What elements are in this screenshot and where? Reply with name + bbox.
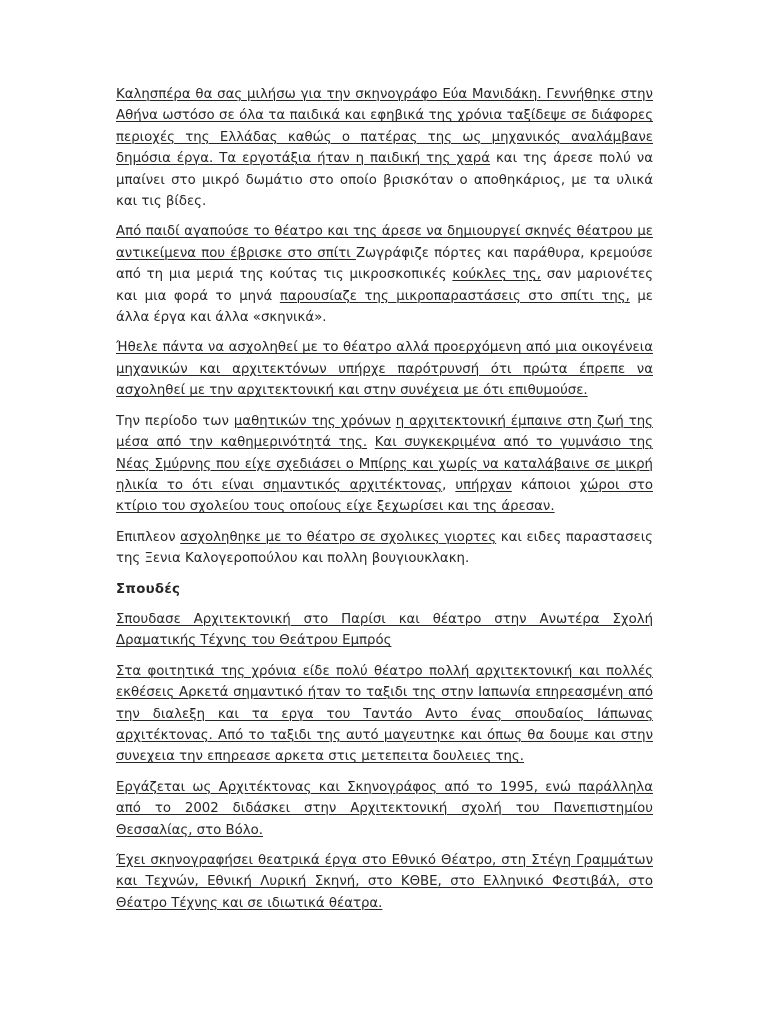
document-page	[116, 84, 653, 914]
text-segment: μαθητικών της χρόνων	[233, 413, 391, 429]
paragraph-6	[116, 609, 653, 652]
paragraph-1	[116, 84, 653, 212]
text-segment: και ειδες παραστασεις της Ξενια Καλογεροπούλου και πολλη βουγιουκλακη.	[116, 529, 653, 567]
text-segment	[367, 435, 375, 450]
text-segment: Ζωγράφιζε πόρτες και παράθυρα, κρεμούσε από τη μια μεριά της κούτας τις μικροσκοπικές	[116, 245, 653, 283]
paragraph-5	[116, 527, 653, 570]
text-segment: Καλησπέρα θα σας μιλήσω για την σκηνογράφο Εύα Μανιδάκη. Γεννήθηκε στην Αθήνα ωστόσο σε όλα τα παιδικά και εφηβικά της χρόνια ταξίδεψε σε διάφορες περιοχές της Ελλάδας καθώς ο πατέρας της ως μηχανικός αναλάμβανε δημόσια έργα. Τα εργοτάξια ήταν η παιδική της χαρά	[116, 87, 653, 167]
text-segment: παρουσίαζε της μικροπαραστάσεις στο σπίτι της,	[279, 288, 630, 304]
text-segment: κάποιοι	[511, 477, 580, 493]
paragraph-7	[116, 661, 653, 768]
text-segment: Από παιδί αγαπούσε το θέατρο και της άρεσε να δημιουργεί σκηνές θέατρου με αντικείμενα που έβρισκε στο σπίτι	[116, 224, 653, 261]
text-segment: ασχοληθηκε με το θέατρο σε σχολικες γιορτες	[180, 529, 497, 545]
paragraph-4	[116, 411, 653, 518]
text-segment: Ήθελε πάντα να ασχοληθεί με το θέατρο αλλά προερχόμενη από μια οικογένεια μηχανικών και αρχιτεκτόνων υπήρχε παρότρυνσή ότι πρώτα έπρεπε να ασχοληθεί με την αρχιτεκτονική και στην συνέχεια με ότι επιθυμούσε.	[116, 340, 653, 399]
paragraph-8	[116, 777, 653, 841]
text-segment: Και συγκεκριμένα από το γυμνάσιο της Νέας Σμύρνης που είχε σχεδιάσει ο Μπίρης και χωρίς να καταλάβαινε σε μικρή ηλικία το ότι είναι σημαντικός αρχιτέκτονας	[116, 435, 653, 493]
text-segment: η αρχιτεκτονική έμπαινε στη ζωή της μέσα από την καθημερινότητά της.	[116, 413, 653, 451]
text-segment: Την περίοδο των	[116, 413, 234, 429]
text-segment: Στα φοιτητικά της χρόνια είδε πολύ θέατρο πολλή αρχιτεκτονική και πολλές εκθέσεις Αρκετά σημαντικό ήταν το ταξιδι της στην Ιαπωνία επηρεασμένη από την διαλεξη και τα εργα του Ταντάο Αντο ένας σπουδαίος Ιάπωνας αρχιτέκτονας. Από το ταξιδι της αυτό μαγευτηκε και όπως θα δουμε και στην συνεχεια την επηρεασε αρκετα στις μετεπειτα δουλειες της.	[116, 663, 653, 765]
paragraph-group-studies	[116, 609, 653, 914]
paragraph-2	[116, 221, 653, 328]
text-segment: με άλλα έργα και άλλα «σκηνικά».	[116, 288, 653, 326]
text-segment: χώροι στο κτίριο του σχολείου τους οποίους είχε ξεχωρίσει και της άρεσαν.	[116, 477, 653, 515]
paragraph-group-intro	[116, 84, 653, 570]
section-heading-studies: Σπουδές	[116, 581, 181, 597]
text-segment: υπήρχαν	[455, 477, 512, 493]
text-segment: Έχει σκηνογραφήσει θεατρικά έργα στο Εθνικό Θέατρο, στη Στέγη Γραμμάτων και Τεχνών, Εθνική Λυρική Σκηνή, στο ΚΘΒΕ, στο Ελληνικό Φεστιβάλ, στο Θέατρο Τέχνης και σε ιδιωτικά θέατρα.	[116, 853, 653, 911]
text-segment: Σπουδασε Αρχιτεκτονική στο Παρίσι και θέατρο στην Ανωτέρα Σχολή Δραματικής Τέχνης του Θεάτρου Εμπρός	[116, 611, 653, 649]
text-segment: Επιπλεον	[116, 529, 181, 545]
text-segment: κούκλες της,	[452, 267, 541, 283]
text-segment: σαν μαριονέτες και μια φορά το μηνά	[116, 267, 653, 304]
text-segment: και της άρεσε πολύ να μπαίνει στο μικρό δωμάτιο στο οποίο βρισκόταν ο αποθηκάριος, με τα υλικά και τις βίδες.	[116, 151, 654, 210]
text-segment: Εργάζεται ως Αρχιτέκτονας και Σκηνογράφος από το 1995, ενώ παράλληλα από το 2002 διδάσκει στην Αρχιτεκτονική σχολή του Πανεπιστημίου Θεσσαλίας, στο Βόλο.	[116, 779, 653, 838]
paragraph-3	[116, 337, 653, 401]
paragraph-9	[116, 850, 653, 914]
text-segment: ,	[442, 477, 456, 493]
